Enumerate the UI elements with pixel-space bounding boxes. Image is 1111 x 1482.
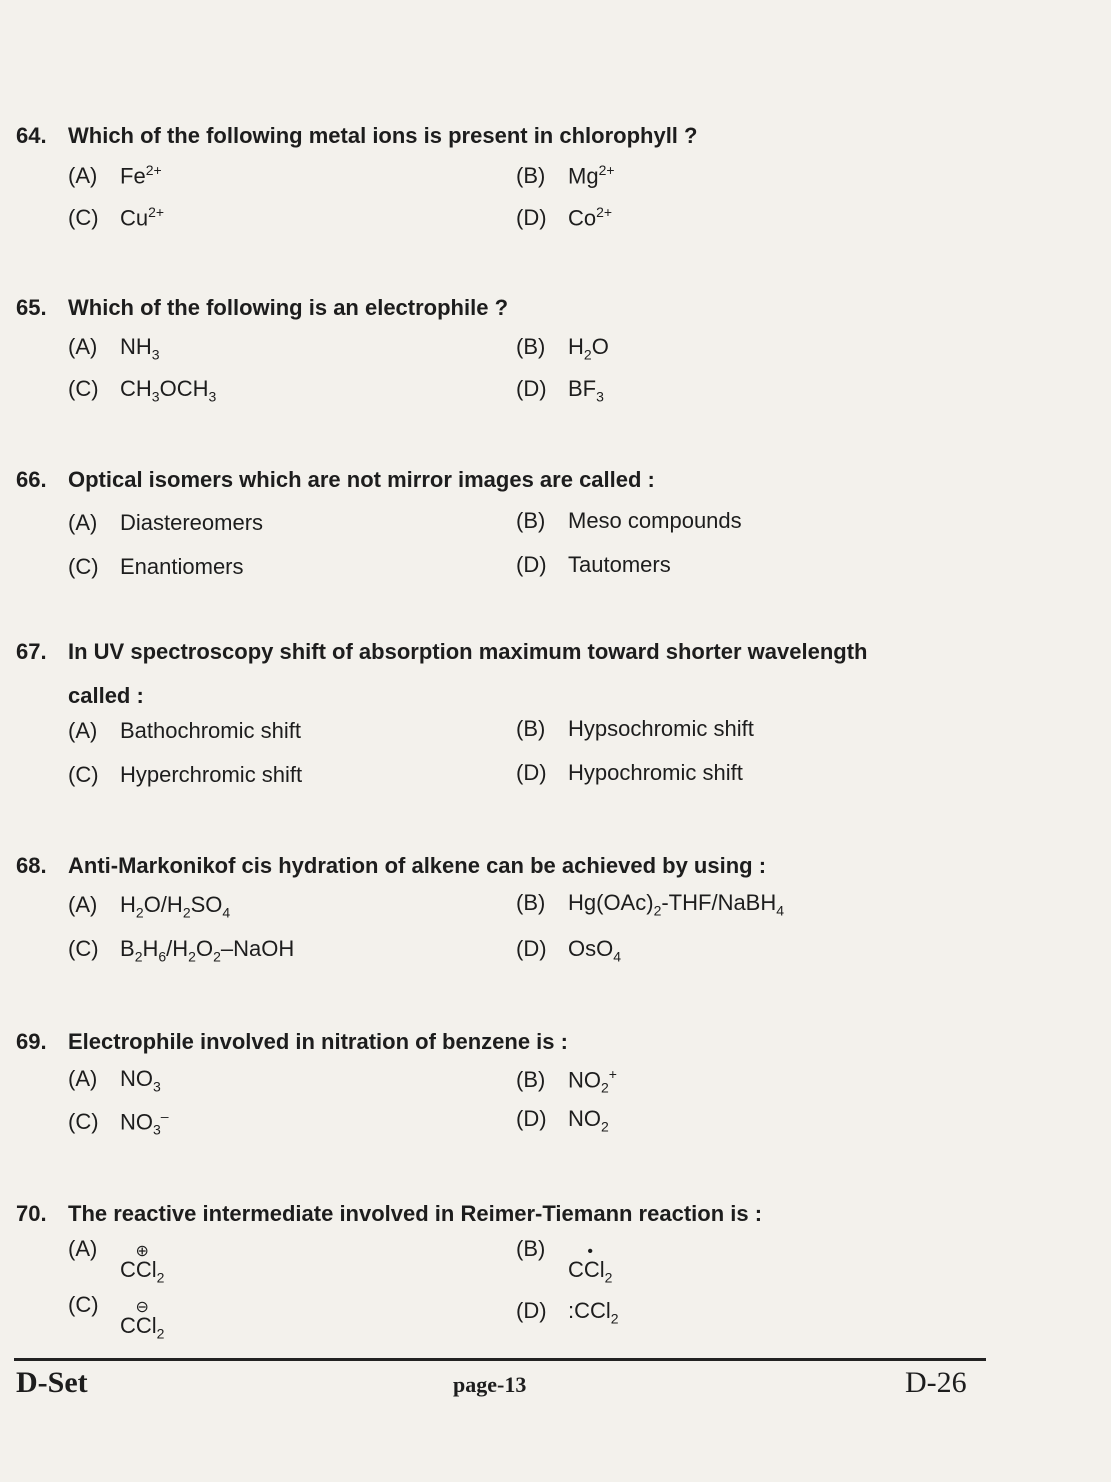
option-d: (D) :CCl$_2$ (516, 1298, 619, 1327)
option-a: (A) $NO_3$ (68, 1066, 161, 1095)
option-a: (A) ⊕ CCl$_2$ (68, 1236, 165, 1286)
question-number: 69. (16, 1029, 47, 1054)
question-68 (16, 844, 996, 974)
option-c: (C) $B_2H_6/H_2O_2$–NaOH (68, 936, 295, 965)
anion-symbol: ⊖ (135, 1299, 149, 1316)
cation-symbol: ⊕ (135, 1243, 149, 1260)
question-text: Which of the following metal ions is present in chlorophyll ? (68, 123, 698, 148)
footer-code: D-26 (905, 1366, 967, 1399)
question-67 (16, 630, 996, 804)
question-64 (16, 114, 996, 244)
option-a: (A) Bathochromic shift (68, 718, 301, 743)
question-text: Optical isomers which are not mirror images are called : (68, 467, 655, 492)
question-65 (16, 286, 996, 416)
option-a: (A) $H_2O/H_2SO_4$ (68, 892, 231, 921)
question-number: 67. (16, 639, 47, 664)
option-c: (C) Enantiomers (68, 554, 244, 579)
option-d: (D) $BF_3$ (516, 376, 604, 405)
option-b: (B) $H_2O$ (516, 334, 609, 363)
question-number: 64. (16, 123, 47, 148)
footer-set: D-Set (16, 1366, 88, 1399)
footer-divider (14, 1358, 986, 1361)
question-text: Which of the following is an electrophile ? (68, 295, 509, 320)
option-d: (D) OsO$_4$ (516, 936, 622, 965)
question-66 (16, 458, 996, 588)
footer-page-number: page-13 (453, 1372, 527, 1397)
question-number: 65. (16, 295, 47, 320)
question-number: 66. (16, 467, 47, 492)
option-b: (B) $NO_2^+$ (516, 1066, 617, 1096)
question-text: The reactive intermediate involved in Reimer-Tiemann reaction is : (68, 1201, 763, 1226)
option-b: (B) Meso compounds (516, 508, 742, 533)
option-a: (A) $Fe^{2+}$ (68, 162, 162, 189)
radical-dot: • (587, 1243, 594, 1260)
question-text: Anti-Markonikof cis hydration of alkene can be achieved by using : (68, 853, 767, 878)
question-number: 68. (16, 853, 47, 878)
question-70 (16, 1192, 996, 1346)
option-d: (D) $Co^{2+}$ (516, 204, 613, 231)
option-c: (C) $Cu^{2+}$ (68, 204, 165, 231)
question-text: In UV spectroscopy shift of absorption maximum toward shorter wavelength (68, 639, 868, 664)
option-c: (C) Hyperchromic shift (68, 762, 303, 787)
option-d: (D) Tautomers (516, 552, 671, 577)
option-c: (C) $CH_3OCH_3$ (68, 376, 217, 405)
option-a: (A) Diastereomers (68, 510, 264, 535)
option-d: (D) Hypochromic shift (516, 760, 743, 785)
option-b: (B) Hypsochromic shift (516, 716, 754, 741)
option-d: (D) $NO_2$ (516, 1106, 609, 1135)
question-text-cont: called : (68, 683, 144, 708)
option-b: (B) • CCl$_2$ (516, 1236, 613, 1286)
option-c: (C) ⊖ CCl$_2$ (68, 1292, 165, 1342)
question-number: 70. (16, 1201, 47, 1226)
option-a: (A) $NH_3$ (68, 334, 160, 363)
question-text: Electrophile involved in nitration of benzene is : (68, 1029, 568, 1054)
option-c: (C) $NO_3^-$ (68, 1108, 169, 1138)
option-b: (B) $Hg(OAc)_2-THF/NaBH_4$ (516, 890, 785, 919)
question-69 (16, 1020, 996, 1150)
option-b: (B) $Mg^{2+}$ (516, 162, 615, 189)
